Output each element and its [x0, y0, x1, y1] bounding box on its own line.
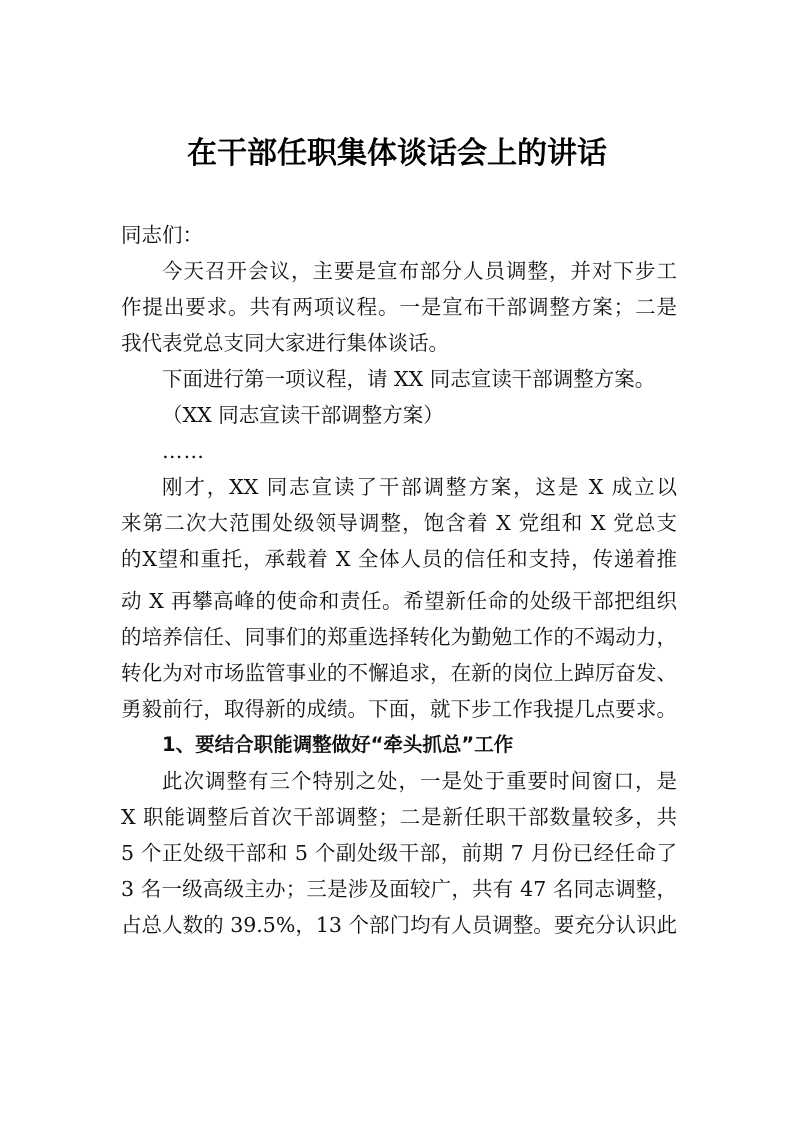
ellipsis-line: …… — [162, 439, 205, 463]
paragraph-line: 今天召开会议，主要是宣布部分人员调整，并对下步工 — [162, 259, 677, 283]
paragraph-line: 的培养信任、同事们的郑重选择转化为勤勉工作的不竭动力， — [121, 625, 677, 649]
paragraph-line: X 职能调整后首次干部调整；二是新任职干部数量较多，共 — [121, 805, 677, 829]
paragraph-line: 我代表党总支同大家进行集体谈话。 — [121, 331, 449, 355]
paragraph-line: 5 个正处级干部和 5 个副处级干部，前期 7 月份已经任命了 — [121, 841, 677, 865]
paragraph-line: 的X望和重托，承载着 X 全体人员的信任和支持，传递着推 — [121, 547, 677, 571]
paragraph-line: 来第二次大范围处级领导调整，饱含着 X 党组和 X 党总支 — [121, 511, 677, 535]
section-heading: 1、要结合职能调整做好“牵头抓总”工作 — [162, 733, 514, 756]
document-title: 在干部任职集体谈话会上的讲话 — [187, 136, 607, 171]
paragraph-line: 作提出要求。共有两项议程。一是宣布干部调整方案；二是 — [121, 295, 677, 319]
paragraph-line: 此次调整有三个特别之处，一是处于重要时间窗口，是 — [162, 769, 677, 793]
paragraph-line: （XX 同志宣读干部调整方案） — [162, 403, 444, 427]
paragraph-line: 勇毅前行，取得新的成绩。下面，就下步工作我提几点要求。 — [121, 697, 677, 721]
document-body — [121, 220, 677, 946]
salutation: 同志们： — [121, 223, 203, 247]
paragraph-line: 占总人数的 39.5%，13 个部门均有人员调整。要充分认识此 — [121, 913, 677, 937]
paragraph-line: 动 X 再攀高峰的使命和责任。希望新任命的处级干部把组织 — [121, 589, 677, 613]
paragraph-line: 转化为对市场监管事业的不懈追求，在新的岗位上踔厉奋发、 — [121, 661, 677, 685]
paragraph-line: 下面进行第一项议程，请 XX 同志宣读干部调整方案。 — [162, 367, 656, 391]
paragraph-line: 刚才，XX 同志宣读了干部调整方案，这是 X 成立以 — [162, 475, 677, 499]
paragraph-line: 3 名一级高级主办；三是涉及面较广，共有 47 名同志调整， — [121, 877, 677, 901]
